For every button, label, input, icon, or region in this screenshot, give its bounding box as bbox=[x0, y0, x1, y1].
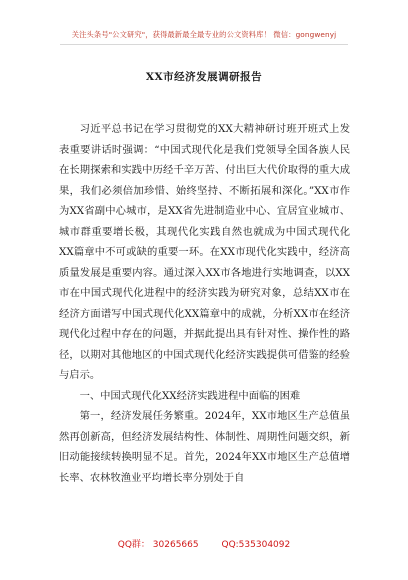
paragraph-intro: 习近平总书记在学习贯彻党的XX大精神研讨班开班式上发表重要讲话时强调：“中国式现代化是我们党领导全国各族人民在长期探索和实践中历经千辛万苦、付出巨大代价取得的重大成果，我们必须倍加珍惜、始终坚持、不断拓展和深化。”XX市作为XX省副中心城市，是XX省先进制造业中心、宜居宜业城市、城市群重要增长极，其现代化实践自然也就成为中国式现代化XX篇章中不可或缺的重要一环。在XX市现代化实践中，经济高质量发展是重要内容。通过深入XX市各地进行实地调查，以XX市在中国式现代化进程中的经济实践为研究对象，总结XX市在经济方面谱写中国式现代化XX篇章中的成就，分析XX市在经济现代化过程中存在的问题，并据此提出具有针对性、操作性的路径，以期对其他地区的中国式现代化经济实践提供可借鉴的经验与启示。 bbox=[59, 123, 350, 381]
section-heading-1: 一、中国式现代化XX经济实践进程中面临的困难 bbox=[79, 389, 301, 402]
footer-qq-group: QQ群： 30265665 bbox=[117, 540, 199, 550]
document-title: XX市经济发展调研报告 bbox=[145, 71, 263, 83]
footer-contact bbox=[0, 537, 408, 550]
header-promo-note: 关注头条号"公文研究"，获得最新最全最专业的公文资料库！ 微信：gongwenyj bbox=[71, 30, 337, 39]
header-divider bbox=[60, 44, 348, 45]
footer-qq-number: QQ:535304092 bbox=[221, 540, 291, 550]
document-body bbox=[59, 119, 350, 488]
paragraph-first-point: 第一，经济发展任务繁重。2024年，XX市地区生产总值虽然再创新高，但经济发展结构性、体制性、周期性问题交织，新旧动能接续转换明显不足。首先，2024年XX市地区生产总值增长率、农林牧渔业平均增长率分别处于自 bbox=[59, 410, 350, 484]
